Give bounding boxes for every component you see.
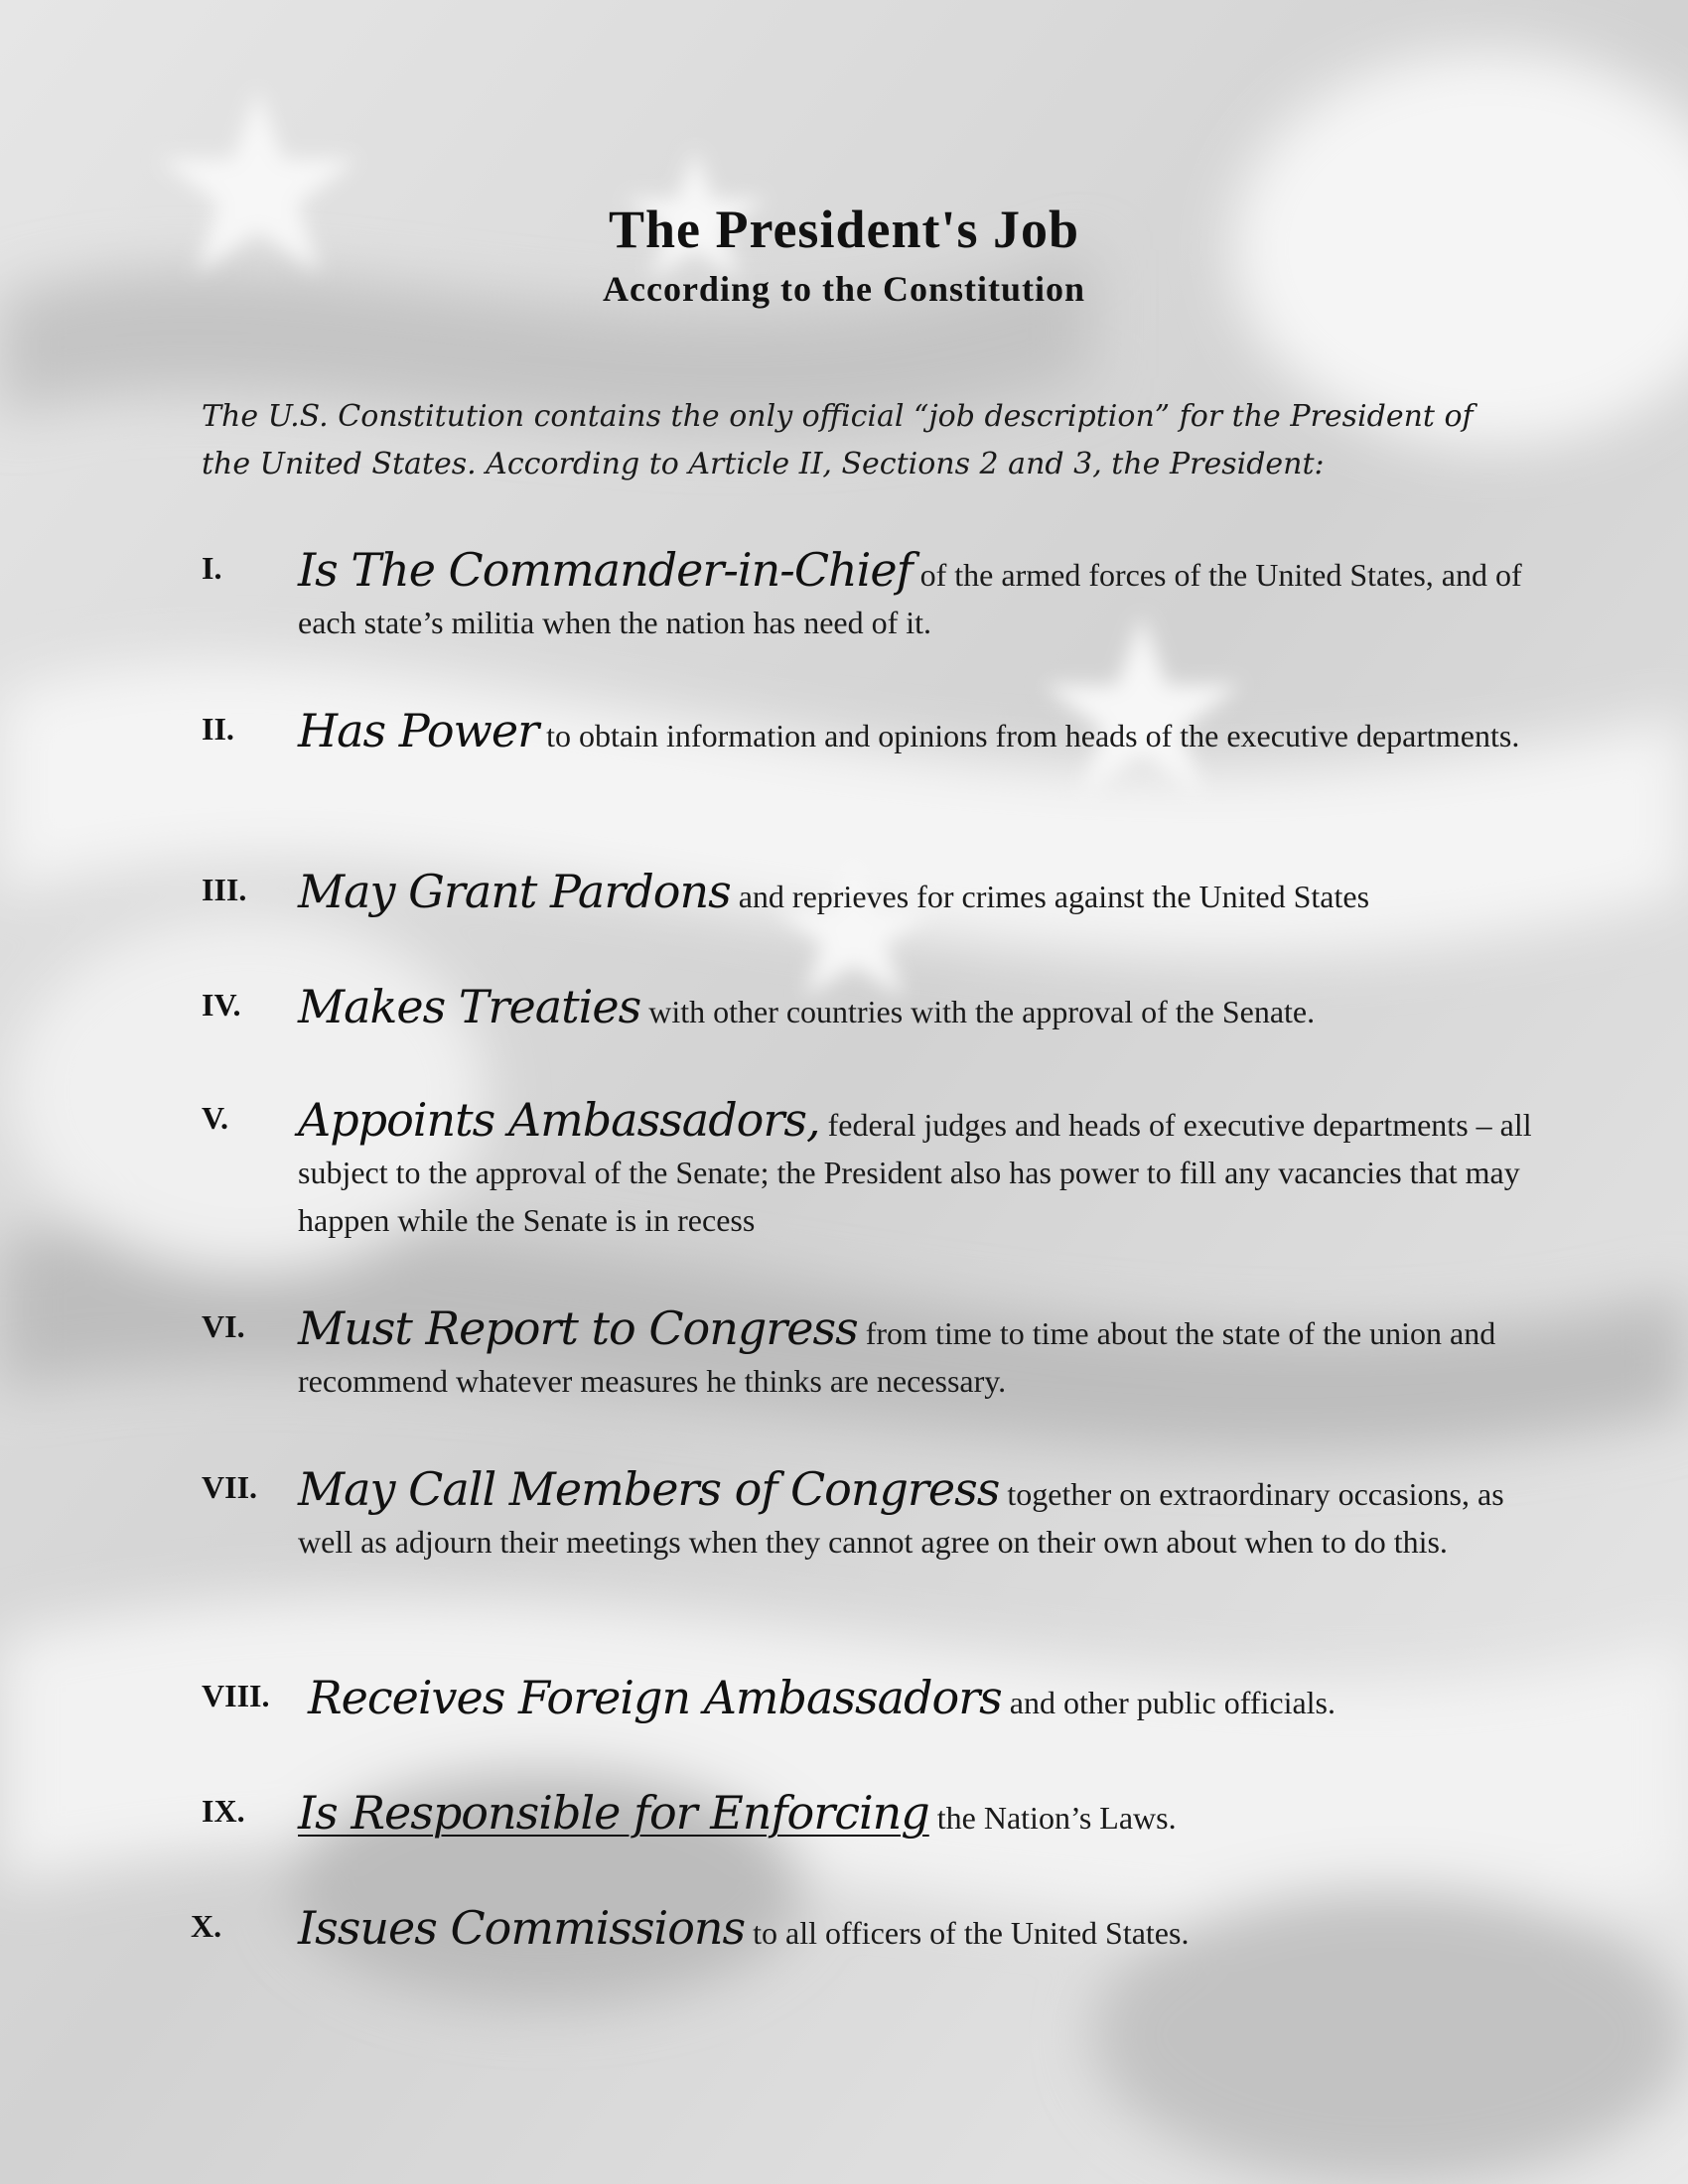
list-item-highlight: May Grant Pardons: [298, 865, 731, 918]
list-item-text: to obtain information and opinions from heads of the executive departments.: [546, 718, 1520, 753]
list-item-text: and other public officials.: [1009, 1685, 1336, 1720]
list-numeral: VIII.: [202, 1678, 270, 1713]
list-item-highlight: Has Power: [298, 704, 539, 757]
list-item-highlight: Receives Foreign Ambassadors: [308, 1671, 1002, 1724]
list-item-highlight: Makes Treaties: [298, 980, 641, 1033]
list-item-text: from time to time about the state of the union and recommend whatever measures he thinks are necessary.: [298, 1315, 1496, 1399]
list-item-highlight: Is The Commander-in-Chief: [298, 543, 913, 597]
list-numeral: X.: [191, 1908, 222, 1944]
list-item-text: to all officers of the United States.: [753, 1915, 1190, 1951]
list-item-highlight: Is Responsible for Enforcing: [298, 1786, 929, 1840]
list-numeral: III.: [202, 872, 247, 907]
list-item-text: federal judges and heads of executive departments – all subject to the approval of the Senate; the President also has power to fill any vacancies that may happen while the Senate is in recess: [298, 1107, 1532, 1238]
list-item-highlight: Must Report to Congress: [298, 1301, 858, 1355]
list-numeral: IX.: [202, 1793, 245, 1829]
list-numeral: VII.: [202, 1469, 258, 1505]
list-item-text: and reprieves for crimes against the United States: [738, 879, 1370, 914]
list-numeral: II.: [202, 711, 234, 747]
list-item-text: of the armed forces of the United States, and of each state’s militia when the nation has need of it.: [298, 557, 1522, 640]
list-numeral: V.: [202, 1100, 228, 1136]
list-item-highlight: Issues Commissions: [298, 1901, 746, 1955]
list-item-text: the Nation’s Laws.: [936, 1800, 1177, 1836]
list-numeral: I.: [202, 550, 222, 586]
list-item-text: with other countries with the approval of the Senate.: [648, 994, 1316, 1029]
page-title: The President's Job: [608, 200, 1080, 259]
intro-paragraph: The U.S. Constitution contains the only official “job description” for the President of the United States. According to Article II, Sections 2 and 3, the President:: [202, 399, 1474, 481]
list-item-text: together on extraordinary occasions, as well as adjourn their meetings when they cannot agree on their own about when to do this.: [298, 1476, 1504, 1560]
list-item-highlight: Appoints Ambassadors,: [298, 1093, 820, 1147]
list-numeral: VI.: [202, 1308, 245, 1344]
list-item-highlight: May Call Members of Congress: [298, 1462, 1000, 1516]
list-numeral: IV.: [202, 987, 241, 1023]
page-subtitle: According to the Constitution: [603, 269, 1085, 309]
